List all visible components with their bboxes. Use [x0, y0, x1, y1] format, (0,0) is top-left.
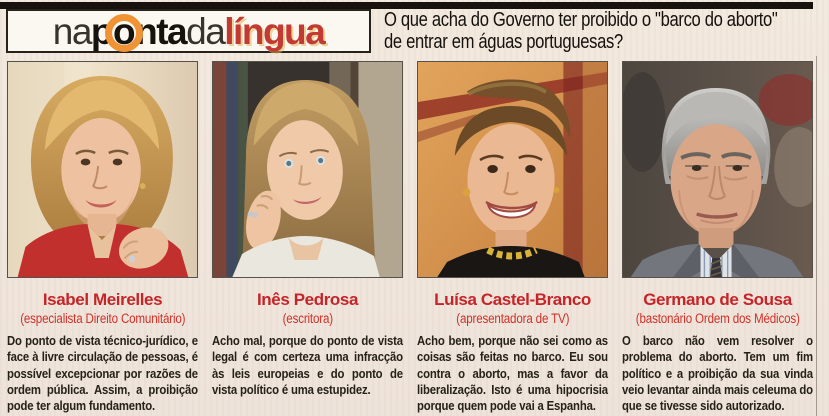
person-role: (especialista Direito Comunitário) — [19, 311, 186, 326]
person-quote: Acho mal, porque do ponto de vista legal é com certeza uma infracção às leis europeias e do ponto de vista político é uma estupidez. — [212, 333, 403, 397]
respondent-column-1 — [7, 61, 198, 414]
portrait-luisa-castel-branco — [417, 61, 608, 278]
question-line-2: de entrar em águas portuguesas? — [384, 31, 623, 53]
logo-text-lingua: língua — [224, 10, 325, 52]
person-quote: Do ponto de vista técnico-jurídico, e face à livre circulação de pessoas, é possível excepcionar por razões de ordem pública. Assim, a proibição pode ter algum fundamento. — [7, 333, 198, 414]
vox-pop-question — [384, 9, 829, 53]
logo-text-p: p — [90, 10, 113, 52]
logo-text-na: na — [52, 10, 91, 52]
portrait-photo-illustration — [418, 62, 607, 277]
logo-text-nta: nta — [135, 10, 187, 52]
respondent-column-4 — [622, 61, 813, 414]
column-divider-rule — [816, 56, 817, 416]
portrait-isabel-meirelles — [7, 61, 198, 278]
person-name: Inês Pedrosa — [256, 290, 359, 309]
section-logo — [6, 9, 371, 53]
masthead-top-bar — [0, 2, 813, 9]
question-line-1: O que acha do Governo ter proibido o "barco do aborto" — [384, 9, 778, 31]
respondent-columns — [7, 61, 813, 414]
portrait-photo-illustration — [623, 62, 812, 277]
person-role: (escritora) — [282, 311, 333, 326]
portrait-photo-illustration — [8, 62, 197, 277]
person-role: (apresentadora de TV) — [456, 311, 570, 326]
person-name: Luísa Castel-Branco — [434, 290, 591, 309]
portrait-germano-de-sousa — [622, 61, 813, 278]
respondent-column-3 — [417, 61, 608, 414]
logo-orange-ring-o: o — [113, 10, 135, 52]
logo-text-da: da — [186, 10, 225, 52]
respondent-column-2 — [212, 61, 403, 414]
person-role: (bastonário Ordem dos Médicos) — [635, 311, 800, 326]
person-quote: Acho bem, porque não sei como as coisas são feitas no barco. Eu sou contra o aborto, mas a favor da liberalização. Isto é uma hipocrisia porque quem pode vai a Espanha. — [417, 333, 608, 414]
portrait-ines-pedrosa — [212, 61, 403, 278]
person-quote: O barco não vem resolver o problema do aborto. Tem um fim político e a proibição da sua vinda veio levantar ainda mais celeuma do que se tivesse sido autorizado. — [622, 333, 813, 414]
person-name: Isabel Meirelles — [42, 290, 163, 309]
portrait-photo-illustration — [213, 62, 402, 277]
person-name: Germano de Sousa — [643, 290, 792, 309]
